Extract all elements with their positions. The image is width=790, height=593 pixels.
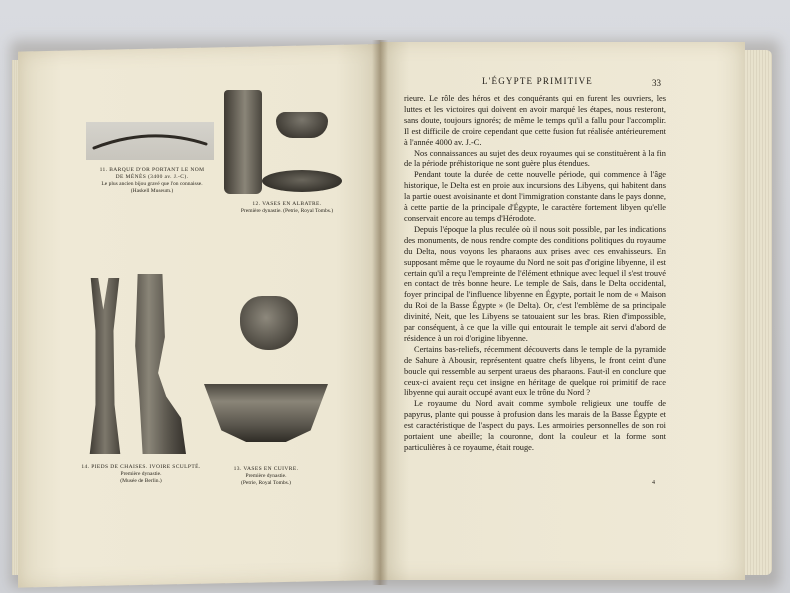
dish-photo — [262, 170, 342, 192]
caption-line: Première dynastie. — [120, 471, 162, 477]
book-gutter — [372, 40, 388, 585]
body-text — [404, 94, 666, 454]
barque-photo — [86, 122, 214, 160]
small-bowl-photo — [276, 112, 328, 138]
caption-line: Première dynastie. — [245, 473, 287, 479]
right-page-edges — [742, 50, 772, 575]
paragraph: Nos connaissances au sujet des deux royaumes qui se constituèrent à la fin de la période préhistorique ne sont guère plus étendues. — [404, 148, 666, 169]
paragraph: Certains bas-reliefs, récemment découverts dans le temple de la pyramide de Sahure à Abousir, représentent quatre chefs libyens, le front ceint d'une boucle qui ressemble au serpent uraeus des pharaons. Faut-il en conclure que ceux-ci avaient reçu cet insigne en héritage de quelque roi primitif de race libyenne qui aurait occupé avant eux le trône du Nord ? — [404, 344, 666, 398]
caption-title: 12. VASES EN ALBATRE. — [252, 201, 322, 207]
paragraph: rieure. Le rôle des héros et des conquérants qui en furent les ouvriers, les luttes et les victoires qui doivent en avoir marqué les étapes, nous resteront, sans doute, toujours ignorés; de même le temps qu'il a fallu pour l'accomplir. Il est difficile de croire cependant que cette fusion fut réalisée antérieurement à l'année 4000 av. J.-C. — [404, 94, 666, 147]
caption-plate-12 — [222, 201, 352, 215]
caption-title: 14. PIEDS DE CHAISES. IVOIRE SCULPTÉ. — [81, 464, 201, 470]
caption-source: (Haskell Museum.) — [130, 188, 174, 194]
caption-line: Le plus ancien bijou gravé que l'on connaisse. — [101, 181, 203, 187]
caption-plate-14 — [76, 464, 206, 485]
caption-source: (Petrie, Royal Tombs.) — [241, 480, 291, 486]
tall-vase-photo — [224, 90, 262, 194]
signature-mark: 4 — [652, 480, 655, 486]
caption-source: (Musée de Berlin.) — [120, 478, 162, 484]
paragraph: Pendant toute la durée de cette nouvelle période, qui commence à l'âge historique, le Delta est en proie aux incursions des Libyens, qui habitent dans la partie ouest avoisinante et dont l'immigration constante dans le pays donne, à cette partie de la principale d'Égypte, le caractère fortement libyen qu'elle conservait encore au temps d'Hérodote. — [404, 170, 666, 223]
caption-title: 11. BARQUE D'OR PORTANT LE NOM — [99, 167, 205, 173]
running-head: L'ÉGYPTE PRIMITIVE — [482, 76, 593, 86]
paragraph: Depuis l'époque la plus reculée où il nous soit possible, par les indications des monuments, de nous rendre compte des conditions politiques du royaume du Delta, nous voyons les pharaons aux prises avec ces envahisseurs. En supposant même que le royaume du Nord ne soit pas d'origine libyenne, il est certain qu'il a reçu l'empreinte de l'élément ethnique avec lequel il s'est trouvé en contact de très bonne heure. Le temple de Saïs, dans le Delta occidental, foyer principal de l'influence libyenne en Égypte, portait le nom de « Maison du Roi de la Basse Égypte » (le Delta). Or, c'est l'emblème de sa principale divinité, Neit, que les Libyens se tatouaient sur les bras. Rien d'impossible, par conséquent, à ce que la ville qui entourait le temple ait servi d'abord de résidence à un roi d'origine libyenne. — [404, 224, 666, 343]
caption-title: 13. VASES EN CUIVRE. — [233, 466, 299, 472]
caption-line: Première dynastie. (Petrie, Royal Tombs.) — [240, 208, 334, 214]
caption-plate-13 — [210, 466, 322, 487]
small-pot-photo — [240, 296, 298, 350]
paragraph: Le royaume du Nord avait comme symbole religieux une touffe de papyrus, plante qui pousse à profusion dans les marais de la Basse Égypte et est caractéristique de l'aspect du pays. Les armoiries personnelles de son roi portaient une abeille; la couronne, dont la couleur et la forme sont particulières à ce royaume, était rouge. — [404, 399, 666, 452]
caption-title-2: DE MÉNÈS (3400 av. J.-C). — [115, 174, 189, 180]
page-number: 33 — [652, 78, 661, 88]
caption-plate-11 — [82, 167, 222, 195]
